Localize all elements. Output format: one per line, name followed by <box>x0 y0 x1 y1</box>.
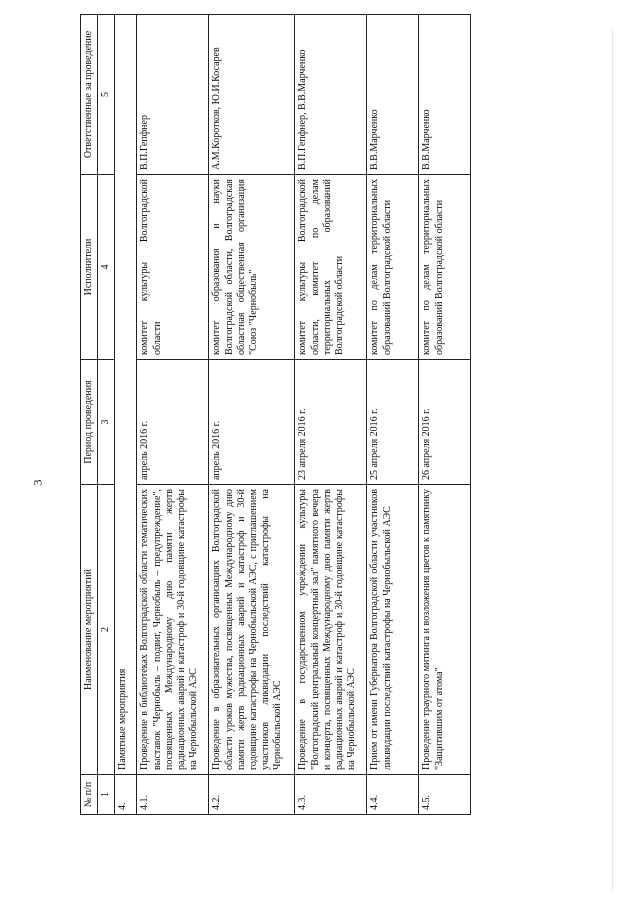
table-row <box>295 15 367 815</box>
page-number: 3 <box>30 479 45 486</box>
row-executors: комитет по делам территориальных образований Волгоградской области <box>367 175 419 360</box>
section-row <box>115 15 137 815</box>
col-number: 5 <box>98 15 115 175</box>
col-number: 2 <box>98 485 115 775</box>
row-name: Проведение в образовательных организациях Волгоградской области уроков мужества, посвященных Международному дню памяти жертв радиационных аварий и катастроф и 30-й годовщине катастрофы на Чернобыльской АЭС, с приглашением участников ликвидации последствий катастрофы на Чернобыльской АЭС <box>209 485 295 775</box>
row-num: 4.4. <box>367 775 419 815</box>
table-row <box>419 15 471 815</box>
table-row <box>209 15 295 815</box>
section-num: 4. <box>115 775 137 815</box>
column-number-row <box>98 15 115 815</box>
events-table <box>80 14 471 815</box>
row-responsible: В.В.Марченко <box>419 15 471 175</box>
row-period: апрель 2016 г. <box>137 360 209 485</box>
row-num: 4.5. <box>419 775 471 815</box>
row-period: 26 апреля 2016 г. <box>419 360 471 485</box>
row-executors: комитет по делам территориальных образований Волгоградской области <box>419 175 471 360</box>
row-executors: комитет культуры Волгоградской области, комитет по делам территориальных образований Волгоградской области <box>295 175 367 360</box>
row-executors: комитет образования и науки Волгоградской области, Волгоградская областная общественная организация "Союз "Чернобыль" <box>209 175 295 360</box>
row-responsible: В.В.Марченко <box>367 15 419 175</box>
rotated-sheet <box>80 15 640 815</box>
header-period: Период проведения <box>81 360 98 485</box>
header-num: № п/п <box>81 775 98 815</box>
header-name: Наименование мероприятий <box>81 485 98 775</box>
row-responsible: А.М.Коротков, Ю.И.Косарев <box>209 15 295 175</box>
header-executors: Исполнители <box>81 175 98 360</box>
row-num: 4.2. <box>209 775 295 815</box>
table-row <box>137 15 209 815</box>
row-num: 4.1. <box>137 775 209 815</box>
col-number: 1 <box>98 775 115 815</box>
row-name: Проведение в библиотеках Волгоградской области тематических выставок "Чернобыль – подвиг, Чернобыль – предупреждение", посвященных Международному дню памяти жертв радиационных аварий и катастроф и 30-й годовщине катастрофы на Чернобыльской АЭС <box>137 485 209 775</box>
table-row <box>367 15 419 815</box>
row-name: Проведение траурного митинга и возложения цветов к памятнику "Защитившим от атома" <box>419 485 471 775</box>
header-responsible: Ответственные за проведение <box>81 15 98 175</box>
row-period: 23 апреля 2016 г. <box>295 360 367 485</box>
col-number: 3 <box>98 360 115 485</box>
row-executors: комитет культуры Волгоградской области <box>137 175 209 360</box>
row-name: Проведение в государственном учреждении культуры "Волгоградский центральный концертный зал" памятного вечера и концерта, посвященных Международному дню памяти жертв радиационных аварий и катастроф и 30-й годовщине катастрофы на Чернобыльской АЭС <box>295 485 367 775</box>
col-number: 4 <box>98 175 115 360</box>
row-period: апрель 2016 г. <box>209 360 295 485</box>
header-row <box>81 15 98 815</box>
section-title: Памятные мероприятия <box>115 15 137 775</box>
row-period: 25 апреля 2016 г. <box>367 360 419 485</box>
row-num: 4.3. <box>295 775 367 815</box>
row-responsible: В.П.Гепфнер, В.В.Марченко <box>295 15 367 175</box>
row-name: Прием от имени Губернатора Волгоградской области участников ликвидации последствий катастрофы на Чернобыльской АЭС <box>367 485 419 775</box>
row-responsible: В.П.Гепфнер <box>137 15 209 175</box>
